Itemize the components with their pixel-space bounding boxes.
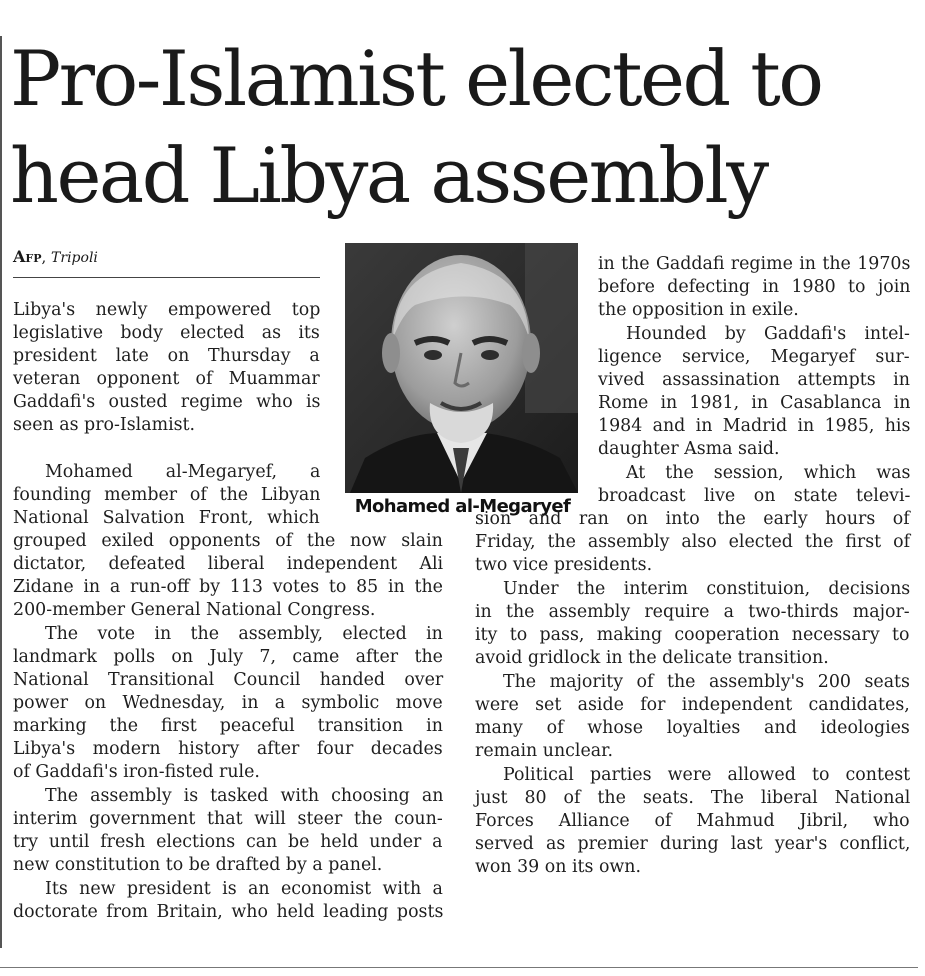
body-line: seen as pro-Islamist. [13, 415, 196, 435]
body-line: of Gaddafi's iron-fisted rule. [13, 762, 260, 782]
body-line: The vote in the assembly, elected in [45, 624, 443, 644]
body-line: 200-member General National Congress. [13, 600, 376, 620]
body-line: doctorate from Britain, who held leading posts [13, 902, 444, 922]
body-line: Under the interim constituion, decisions [503, 579, 911, 599]
body-line: try until fresh elections can be held under a [13, 832, 443, 852]
body-line: daughter Asma said. [598, 439, 780, 459]
body-line: Mohamed al-Megaryef, a [45, 462, 321, 482]
body-line: avoid gridlock in the delicate transition. [475, 648, 829, 668]
headline [10, 30, 822, 224]
body-line: Forces Alliance of Mahmud Jibril, who [475, 811, 910, 831]
byline [13, 247, 98, 266]
body-line: Libya's modern history after four decades [13, 739, 443, 759]
bottom-rule [0, 967, 918, 968]
portrait-illustration [345, 243, 578, 493]
body-line: power on Wednesday, in a symbolic move [13, 693, 443, 713]
body-line: broadcast live on state televi- [598, 486, 911, 506]
body-line: won 39 on its own. [475, 857, 642, 877]
body-line: vived assassination attempts in [598, 370, 910, 390]
byline-agency: Afp [13, 247, 42, 266]
body-line: in the Gaddafi regime in the 1970s [598, 254, 911, 274]
body-line: president late on Thursday a [13, 346, 320, 366]
body-line: served as premier during last year's conflict, [475, 834, 911, 854]
body-line: Rome in 1981, in Casablanca in [598, 393, 911, 413]
body-line: grouped exiled opponents of the now slain [13, 531, 443, 551]
body-line: two vice presidents. [475, 555, 653, 575]
byline-dateline: Tripoli [51, 250, 98, 266]
byline-rule [13, 277, 320, 278]
body-line: Political parties were allowed to contest [503, 765, 911, 785]
headline-line-2: head Libya assembly [10, 131, 767, 220]
body-line: Its new president is an economist with a [45, 879, 443, 899]
body-line: National Salvation Front, which [13, 508, 320, 528]
body-line: founding member of the Libyan [13, 485, 321, 505]
body-line: Zidane in a run-off by 113 votes to 85 in the [13, 577, 443, 597]
body-line: The majority of the assembly's 200 seats [503, 672, 910, 692]
left-column-rule [0, 36, 2, 948]
body-line: remain unclear. [475, 741, 614, 761]
body-line: legislative body elected as its [13, 323, 320, 343]
photo-caption: Mohamed al-Megaryef [354, 496, 571, 517]
body-line: The assembly is tasked with choosing an [45, 786, 444, 806]
body-line: Gaddafi's ousted regime who is [13, 392, 321, 412]
body-line: many of whose loyalties and ideologies [475, 718, 910, 738]
body-line: new constitution to be drafted by a panel. [13, 855, 383, 875]
body-line: interim government that will steer the coun- [13, 809, 443, 829]
body-line: were set aside for independent candidates, [475, 695, 910, 715]
body-line: Libya's newly empowered top [13, 300, 321, 320]
body-line: dictator, defeated liberal independent Ali [13, 554, 444, 574]
body-line: just 80 of the seats. The liberal National [475, 788, 911, 808]
byline-separator: , [41, 248, 52, 266]
portrait-photo [345, 243, 578, 493]
body-line: Hounded by Gaddafi's intel- [626, 324, 910, 344]
headline-line-1: Pro-Islamist elected to [10, 34, 822, 123]
body-line: the opposition in exile. [598, 300, 799, 320]
body-line: 1984 and in Madrid in 1985, his [598, 416, 911, 436]
body-line: National Transitional Council handed over [13, 670, 444, 690]
body-line: At the session, which was [626, 463, 911, 483]
body-line: before defecting in 1980 to join [598, 277, 911, 297]
body-line: marking the first peaceful transition in [13, 716, 443, 736]
body-line: veteran opponent of Muammar [13, 369, 320, 389]
body-line: ligence service, Megaryef sur- [598, 347, 910, 367]
body-line: ity to pass, making cooperation necessary to [475, 625, 910, 645]
body-line: Friday, the assembly also elected the first of [475, 532, 911, 552]
body-line: in the assembly require a two-thirds major- [475, 602, 910, 622]
body-line: landmark polls on July 7, came after the [13, 647, 443, 667]
body-line: sion and ran on into the early hours of [475, 509, 910, 529]
